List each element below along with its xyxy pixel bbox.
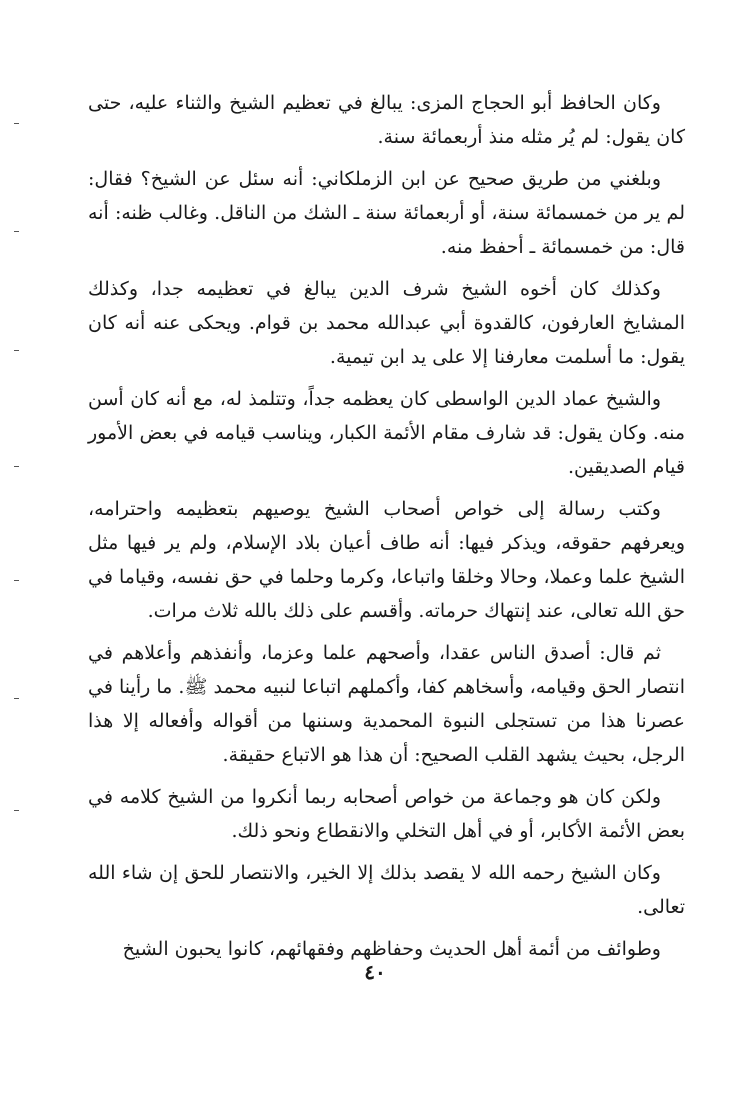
paragraph: وكتب رسالة إلى خواص أصحاب الشيخ يوصيهم بتعظيمه واحترامه، ويعرفهم حقوقه، ويذكر فيها: أنه طاف أعيان بلاد الإسلام، ولم ير فيها مثل الشيخ علما وعملا، وحالا وخلقا واتباعا، وكرما وحلما في حق نفسه، وقياما في حق الله تعالى، عند إنتهاك حرماته. وأقسم على ذلك بالله ثلاث مرات.: [88, 498, 685, 622]
margin-tick-mark: [14, 580, 19, 581]
body-text: [88, 86, 685, 974]
paragraph: وطوائف من أئمة أهل الحديث وحفاظهم وفقهائهم، كانوا يحبون الشيخ: [122, 938, 661, 960]
margin-tick-mark: [14, 810, 19, 811]
margin-tick-mark: [14, 466, 19, 467]
paragraph: وكان الشيخ رحمه الله لا يقصد بذلك إلا الخير، والانتصار للحق إن شاء الله تعالى.: [88, 862, 685, 918]
paragraph: ولكن كان هو وجماعة من خواص أصحابه ربما أنكروا من الشيخ كلامه في بعض الأئمة الأكابر، أو في أهل التخلي والانقطاع ونحو ذلك.: [88, 786, 685, 842]
margin-tick-mark: [14, 350, 19, 351]
margin-tick-mark: [14, 698, 19, 699]
paragraph: ثم قال: أصدق الناس عقدا، وأصحهم علما وعزما، وأنفذهم وأعلاهم في انتصار الحق وقيامه، وأسخاهم كفا، وأكملهم اتباعا لنبيه محمد ﷺ. ما رأينا في عصرنا هذا من تستجلى النبوة المحمدية وسننها من أقواله وأفعاله إلا هذا الرجل، بحيث يشهد القلب الصحيح: أن هذا هو الاتباع حقيقة.: [88, 642, 685, 766]
margin-tick-mark: [14, 231, 19, 232]
paragraph: وبلغني من طريق صحيح عن ابن الزملكاني: أنه سئل عن الشيخ؟ فقال: لم ير من خمسمائة سنة، أو أربعمائة سنة ـ الشك من الناقل. وغالب ظنه: أنه قال: من خمسمائة ـ أحفظ منه.: [88, 168, 685, 258]
page-number: ٤٠: [364, 960, 386, 984]
paragraph: وكذلك كان أخوه الشيخ شرف الدين يبالغ في تعظيمه جدا، وكذلك المشايخ العارفون، كالقدوة أبي عبدالله محمد بن قوام. ويحكى عنه أنه كان يقول: ما أسلمت معارفنا إلا على يد ابن تيمية.: [88, 278, 685, 368]
paragraph: وكان الحافظ أبو الحجاج المزى: يبالغ في تعظيم الشيخ والثناء عليه، حتى كان يقول: لم يُر مثله منذ أربعمائة سنة.: [88, 92, 685, 148]
paragraph: والشيخ عماد الدين الواسطى كان يعظمه جداً، وتتلمذ له، مع أنه كان أسن منه. وكان يقول: قد شارف مقام الأئمة الكبار، ويناسب قيامه في بعض الأمور قيام الصديقين.: [88, 388, 685, 478]
margin-tick-mark: [14, 123, 19, 124]
